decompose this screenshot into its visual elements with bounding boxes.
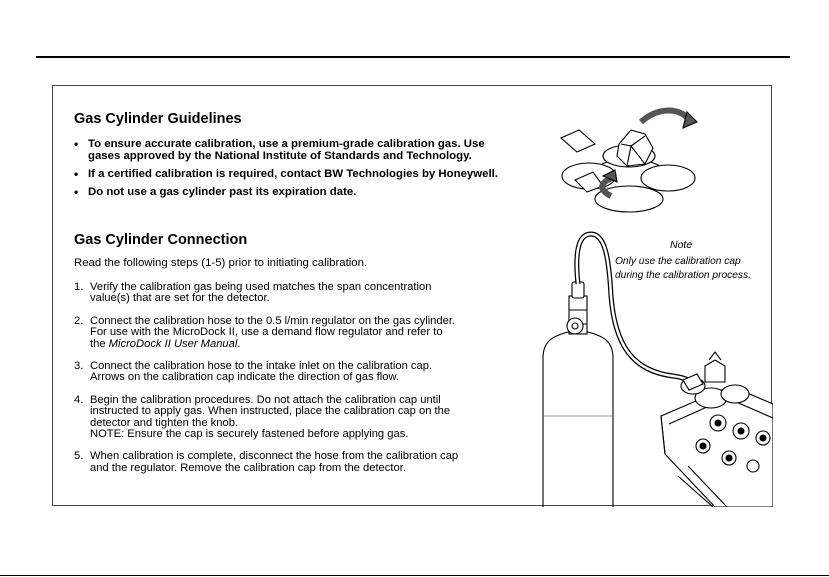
steps-list <box>74 282 484 485</box>
step-text-prefix: the <box>90 337 109 350</box>
guideline-item <box>74 168 524 180</box>
step-number: 5. <box>74 450 84 463</box>
step-item <box>74 316 484 350</box>
step-text: Arrows on the calibration cap indicate the direction of gas flow. <box>90 371 400 384</box>
step-number: 4. <box>74 393 84 406</box>
guideline-text: Do not use a gas cylinder past its expiration date. <box>88 186 357 198</box>
guidelines-title: Gas Cylinder Guidelines <box>74 111 242 127</box>
guideline-item <box>74 186 524 198</box>
calibration-hose-icon <box>577 234 695 388</box>
step-text: When calibration is complete, disconnect the hose from the calibration cap <box>90 450 459 463</box>
manual-reference: MicroDock II User Manual <box>108 337 238 350</box>
step-item <box>74 282 484 305</box>
step-text: value(s) that are set for the detector. <box>90 292 270 305</box>
step-text: Connect the calibration hose to the intake inlet on the calibration cap. <box>90 360 433 373</box>
note-text: during the calibration process. <box>615 269 751 281</box>
step-number: 1. <box>74 281 84 293</box>
guidelines-list <box>74 138 524 204</box>
connection-title: Gas Cylinder Connection <box>74 232 248 248</box>
step-text: detector and tighten the knob. <box>90 416 239 429</box>
header-rule <box>36 56 790 58</box>
step-text: Connect the calibration hose to the 0.5 l/min regulator on the gas cylinder. <box>90 314 456 327</box>
note-title: Note <box>670 239 693 251</box>
step-text: instructed to apply gas. When instructed, place the calibration cap on the <box>90 405 451 418</box>
step-text-suffix: . <box>237 337 241 350</box>
step-item <box>74 361 484 384</box>
connection-intro: Read the following steps (1-5) prior to initiating calibration. <box>74 257 368 269</box>
step-item <box>74 395 484 441</box>
guideline-text: • To ensure accurate calibration, use a premium-grade calibration gas. Use <box>88 138 485 150</box>
illustration <box>483 86 773 507</box>
guideline-text: gases approved by the National Institute of Standards and Technology. <box>88 150 472 162</box>
gas-cylinder-icon <box>543 282 613 507</box>
step-number: 2. <box>74 314 84 327</box>
step-text: and the regulator. Remove the calibration cap from the detector. <box>90 461 406 474</box>
footer-rule <box>0 575 829 576</box>
calibration-cap-icon <box>561 111 697 213</box>
instruction-panel <box>52 85 772 506</box>
step-item <box>74 451 484 474</box>
step-text <box>90 339 484 350</box>
step-text: Verify the calibration gas being used matches the span concentration <box>90 281 432 293</box>
step-number: 3. <box>74 360 84 373</box>
note-text: Only use the calibration cap <box>615 256 741 267</box>
guideline-item <box>74 138 524 162</box>
step-text: Begin the calibration procedures. Do not attach the calibration cap until <box>90 393 441 406</box>
step-text: NOTE: Ensure the cap is securely fastened before applying gas. <box>90 428 409 441</box>
step-text: For use with the MicroDock II, use a demand flow regulator and refer to <box>90 326 443 339</box>
guideline-text: If a certified calibration is required, contact BW Technologies by Honeywell. <box>88 168 498 180</box>
